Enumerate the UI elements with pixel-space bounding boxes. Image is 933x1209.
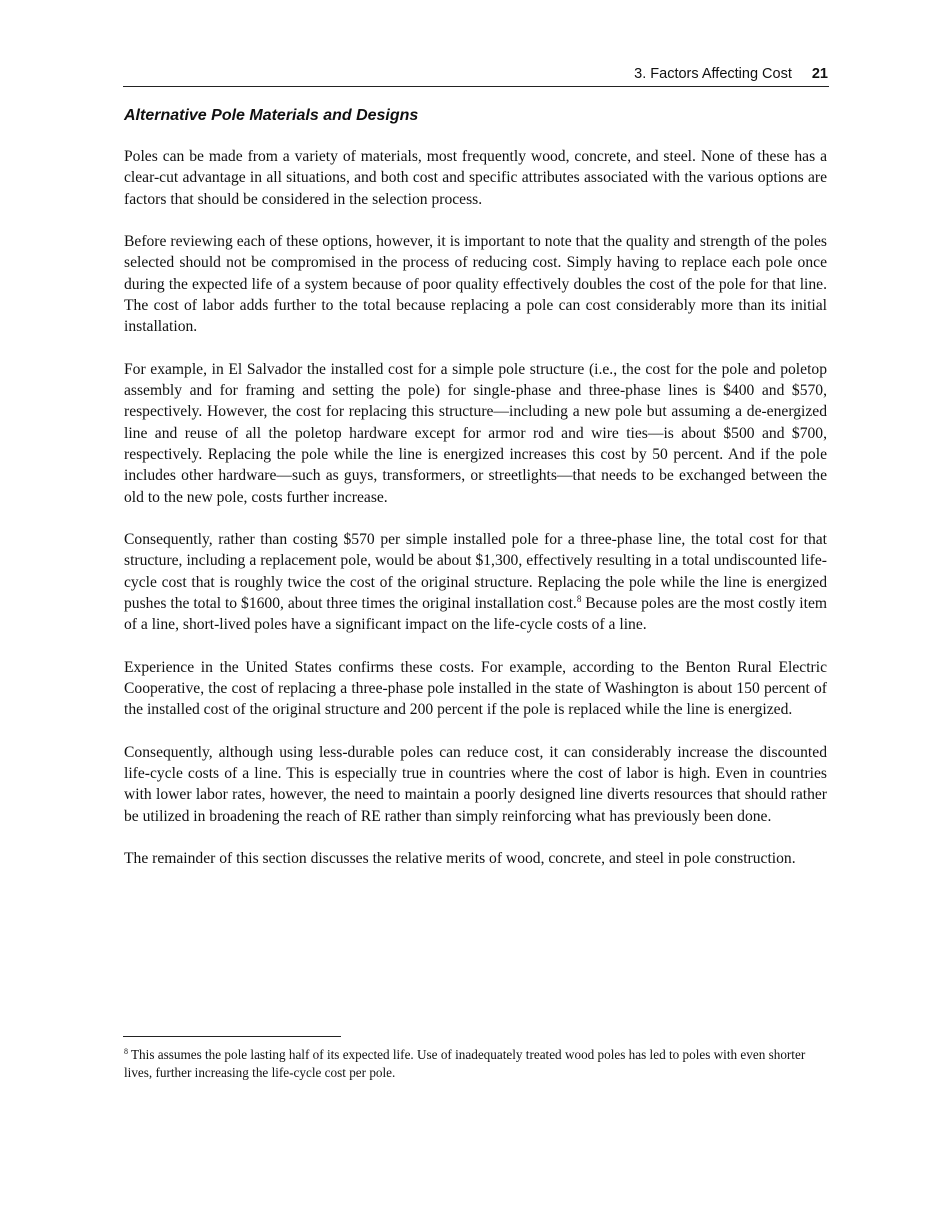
paragraph: Before reviewing each of these options, however, it is important to note that the quality and strength of the poles selected should not be compromised in the process of reducing cost. Simply having to replace each pole once during the expected life of a system because of poor quality effectively doubles the cost of the pole for that line. The cost of labor adds further to the total because replacing a pole can cost considerably more than its initial installation.	[124, 233, 827, 336]
body-text	[124, 146, 827, 891]
paragraph-text: Consequently, rather than costing $570 per simple installed pole for a three-phase line, the total cost for that structure, including a replacement pole, would be about $1,300, effectively resulting in a total undiscounted life-cycle cost that is roughly twice the cost of the original structure. Replacing the pole while the line is energized pushes the total to $1600, about three times the original installation cost.	[124, 531, 827, 612]
paragraph	[124, 529, 827, 635]
footnote-reference[interactable]: 8	[576, 593, 582, 604]
footnote-text: This assumes the pole lasting half of its expected life. Use of inadequately treated wood poles has led to poles with even shorter lives, further increasing the life-cycle cost per pole.	[124, 1047, 806, 1080]
paragraph: Experience in the United States confirms these costs. For example, according to the Benton Rural Electric Cooperative, the cost of replacing a three-phase pole installed in the state of Washington is about 150 percent of the installed cost of the original structure and 200 percent if the pole is replaced while the line is energized.	[124, 658, 827, 719]
footnote-number: 8	[124, 1046, 128, 1056]
page-number: 21	[811, 66, 828, 82]
running-head	[123, 66, 828, 82]
paragraph: Poles can be made from a variety of materials, most frequently wood, concrete, and steel. None of these has a clear-cut advantage in all situations, and both cost and specific attributes associated with the various options are factors that should be considered in the selection process.	[124, 148, 827, 208]
paragraph: For example, in El Salvador the installed cost for a simple pole structure (i.e., the cost for the pole and poletop assembly and for framing and setting the pole) for single-phase and three-phase lines is $400 and $570, respectively. However, the cost for replacing this structure—including a new pole but assuming a de-energized line and reuse of all the poletop hardware except for armor rod and wire ties—is about $500 and $700, respectively. Replacing the pole while the line is energized increases this cost by 50 percent. And if the pole includes other hardware—such as guys, transformers, or streetlights—that needs to be exchanged between the old to the new pole, costs further increase.	[124, 360, 827, 506]
paragraph: The remainder of this section discusses the relative merits of wood, concrete, and steel in pole construction.	[124, 850, 796, 868]
footnote	[124, 1046, 827, 1082]
section-heading: Alternative Pole Materials and Designs	[124, 107, 419, 124]
paragraph: Consequently, although using less-durable poles can reduce cost, it can considerably increase the discounted life-cycle costs of a line. This is especially true in countries where the cost of labor is high. Even in countries with lower labor rates, however, the need to maintain a poorly designed line diverts resources that should rather be utilized in broadening the reach of RE rather than simply reinforcing what has previously been done.	[124, 743, 827, 825]
header-rule	[123, 86, 829, 87]
chapter-title: 3. Factors Affecting Cost	[634, 66, 792, 82]
footnote-rule	[123, 1036, 341, 1037]
paragraph-text: Because poles are the most costly item of a line, short-lived poles have a significant impact on the life-cycle costs of a line.	[124, 594, 827, 634]
